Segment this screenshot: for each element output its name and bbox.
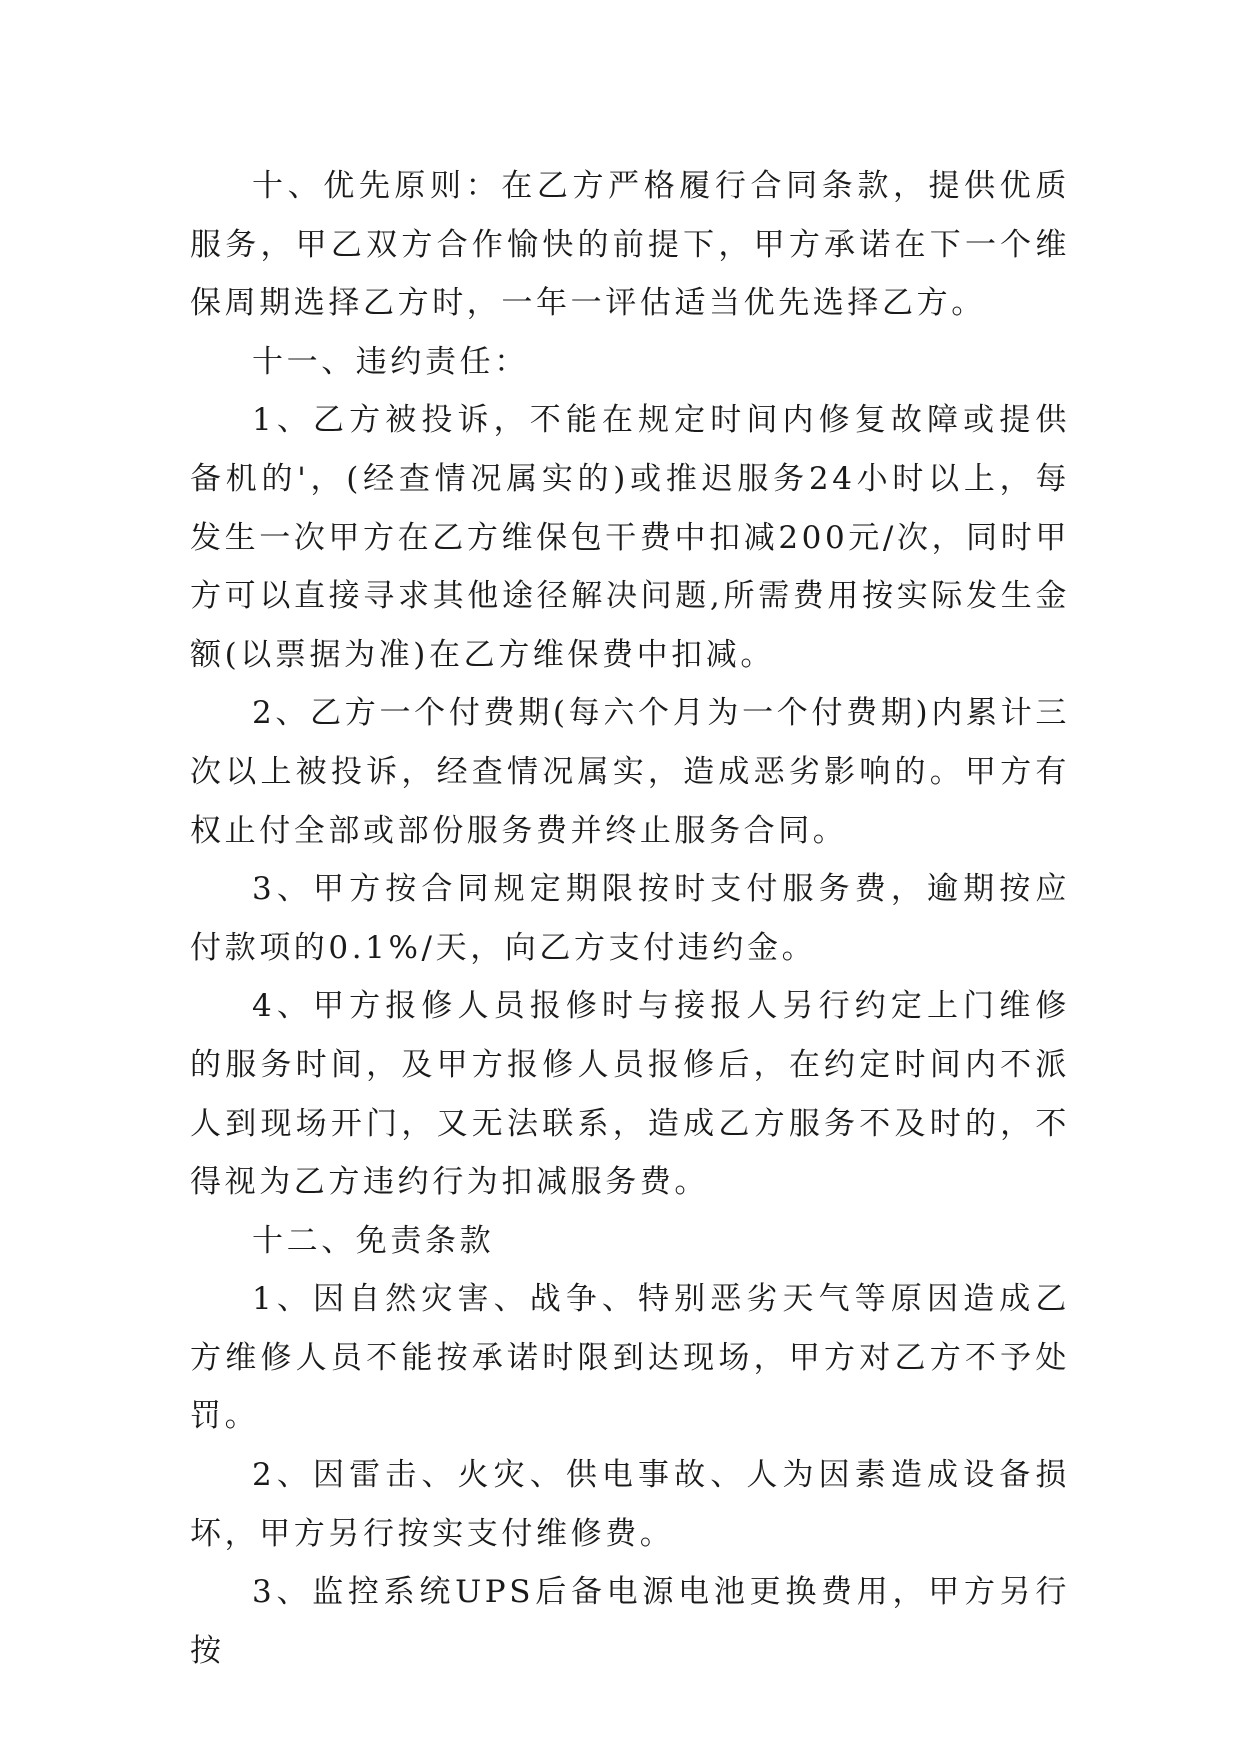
clause-12-item-1: 1、因自然灾害、战争、特别恶劣天气等原因造成乙方维修人员不能按承诺时限到达现场，甲方对乙方不予处罚。 bbox=[190, 1281, 1070, 1435]
clause-12-heading: 十二、免责条款 bbox=[252, 1222, 495, 1259]
clause-11-item-3: 3、甲方按合同规定期限按时支付服务费，逾期按应付款项的0.1%/天，向乙方支付违约金。 bbox=[190, 871, 1070, 966]
clause-11-item-2: 2、乙方一个付费期(每六个月为一个付费期)内累计三次以上被投诉，经查情况属实，造成恶劣影响的。甲方有权止付全部或部份服务费并终止服务合同。 bbox=[190, 695, 1070, 849]
clause-10-priority: 十、优先原则：在乙方严格履行合同条款，提供优质服务，甲乙双方合作愉快的前提下，甲方承诺在下一个维保周期选择乙方时，一年一评估适当优先选择乙方。 bbox=[190, 168, 1070, 322]
clause-12-item-2: 2、因雷击、火灾、供电事故、人为因素造成设备损坏，甲方另行按实支付维修费。 bbox=[190, 1457, 1070, 1552]
clause-11-heading: 十一、违约责任： bbox=[252, 343, 529, 380]
document-body bbox=[190, 157, 1070, 1680]
clause-11-item-4: 4、甲方报修人员报修时与接报人另行约定上门维修的服务时间，及甲方报修人员报修后，在约定时间内不派人到现场开门，又无法联系，造成乙方服务不及时的，不得视为乙方违约行为扣减服务费。 bbox=[190, 988, 1070, 1201]
clause-12-item-3: 3、监控系统UPS后备电源电池更换费用，甲方另行按 bbox=[190, 1574, 1070, 1669]
clause-11-item-1: 1、乙方被投诉，不能在规定时间内修复故障或提供备机的'，(经查情况属实的)或推迟服务24小时以上，每发生一次甲方在乙方维保包干费中扣减200元/次，同时甲方可以直接寻求其他途径解决问题,所需费用按实际发生金额(以票据为准)在乙方维保费中扣减。 bbox=[190, 402, 1070, 673]
